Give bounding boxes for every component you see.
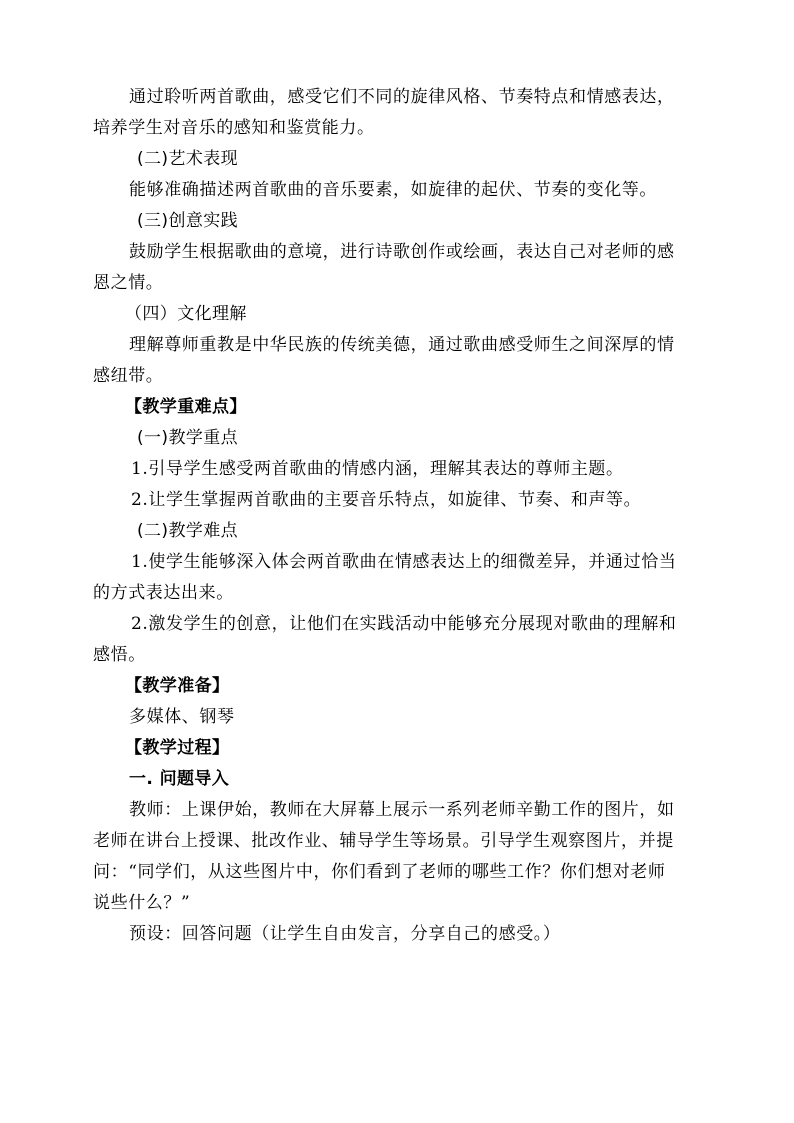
section-title: 【教学准备】 (125, 676, 230, 696)
paragraph-line: 2.让学生掌握两首歌曲的主要音乐特点，如旋律、节奏、和声等。 (131, 490, 642, 510)
paragraph-line: 1.引导学生感受两首歌曲的情感内涵，理解其表达的尊师主题。 (131, 459, 624, 479)
section-heading: (一)教学重点 (137, 428, 239, 448)
paragraph-line: 感纽带。 (93, 366, 164, 386)
paragraph-line: 鼓励学生根据歌曲的意境，进行诗歌创作或绘画，表达自己对老师的感 (129, 242, 675, 262)
paragraph-line: 感悟。 (93, 645, 146, 665)
paragraph-line: 1.使学生能够深入体会两首歌曲在情感表达上的细微差异，并通过恰当 (131, 552, 677, 572)
section-heading: (二)艺术表现 (137, 149, 239, 169)
paragraph-line: 2.激发学生的创意，让他们在实践活动中能够充分展现对歌曲的理解和 (131, 614, 677, 634)
section-heading: (二)教学难点 (137, 521, 239, 541)
paragraph-line: 预设：回答问题（让学生自由发言，分享自己的感受。） (129, 924, 561, 944)
paragraph-line: 恩之情。 (93, 273, 164, 293)
paragraph-line: 能够准确描述两首歌曲的音乐要素，如旋律的起伏、节奏的变化等。 (129, 180, 657, 200)
document-body (93, 82, 707, 950)
paragraph-line: 培养学生对音乐的感知和鉴赏能力。 (93, 118, 375, 138)
section-title: 【教学重难点】 (125, 397, 247, 417)
section-title: 一. 问题导入 (129, 769, 230, 789)
paragraph-line: 问：“同学们，从这些图片中，你们看到了老师的哪些工作？你们想对老师 (93, 862, 666, 882)
paragraph-line: 的方式表达出来。 (93, 583, 234, 603)
paragraph-line: 多媒体、钢琴 (129, 707, 235, 727)
section-heading: （四）文化理解 (125, 304, 247, 324)
section-title: 【教学过程】 (125, 738, 230, 758)
section-heading: (三)创意实践 (137, 211, 239, 231)
paragraph-line: 老师在讲台上授课、批改作业、辅导学生等场景。引导学生观察图片，并提 (93, 831, 674, 851)
paragraph-line: 教师：上课伊始，教师在大屏幕上展示一系列老师辛勤工作的图片，如 (129, 800, 675, 820)
paragraph-line: 说些什么？” (93, 893, 191, 913)
paragraph-line: 理解尊师重教是中华民族的传统美德，通过歌曲感受师生之间深厚的情 (129, 335, 675, 355)
paragraph-line: 通过聆听两首歌曲，感受它们不同的旋律风格、节奏特点和情感表达， (129, 87, 675, 107)
